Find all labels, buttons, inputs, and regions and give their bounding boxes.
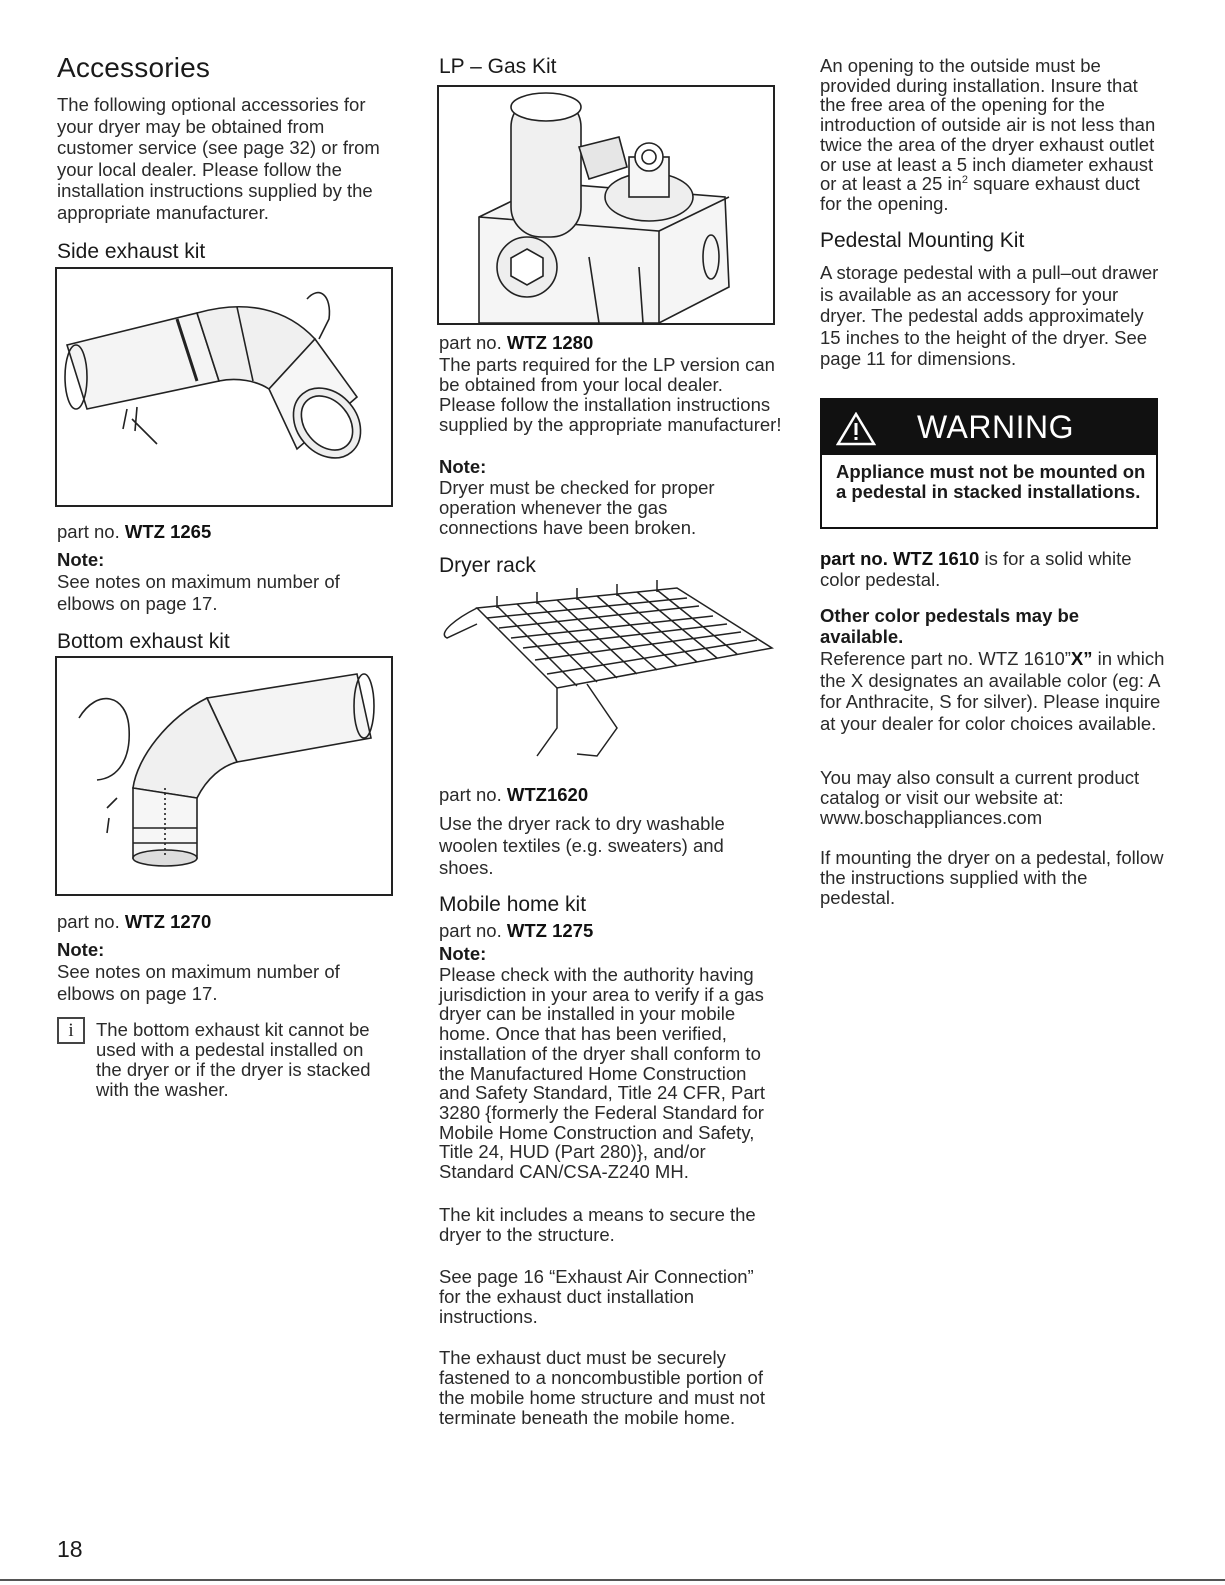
mobile-part-number: WTZ 1275: [506, 920, 594, 941]
bottom-exhaust-heading: Bottom exhaust kit: [57, 630, 230, 653]
info-icon: i: [57, 1017, 85, 1044]
side-part-prefix: part no.: [57, 521, 120, 542]
side-exhaust-figure: [55, 267, 393, 507]
side-exhaust-illustration: [57, 269, 391, 505]
mobile-note-label: Note:: [439, 943, 487, 964]
pedestal-heading: Pedestal Mounting Kit: [820, 229, 1025, 252]
bottom-part-line: [57, 912, 211, 932]
side-note-label: Note:: [57, 549, 105, 570]
rack-part-prefix: part no.: [439, 784, 502, 805]
bottom-note-label: Note:: [57, 939, 105, 960]
pedestal-part-label: part no. WTZ 1610: [820, 548, 980, 569]
mobile-part-prefix: part no.: [439, 920, 502, 941]
side-note-text: See notes on maximum number of elbows on page 17.: [57, 571, 340, 614]
side-exhaust-heading: Side exhaust kit: [57, 240, 206, 263]
pedestal-text: A storage pedestal with a pull–out drawer is available as an accessory for your dryer. The pedestal adds approximately 15 inches to the height of the dryer. See page 11 for dimensions.: [820, 262, 1159, 370]
bottom-divider: [0, 1579, 1225, 1581]
rack-text: Use the dryer rack to dry washable woolen textiles (e.g. sweaters) and shoes.: [439, 813, 725, 878]
warning-triangle-icon: [836, 412, 876, 446]
opening-text-a: An opening to the outside must be provided during installation. Insure that the free area of the opening for the introduction of outside air is not less than twice the area of the dryer exhaust outlet or use at least a 5 inch diameter exhaust or at least a 25 in: [820, 55, 1156, 195]
mobile-p3: See page 16 “Exhaust Air Connection” for the exhaust duct installation instructions.: [439, 1266, 754, 1327]
opening-paragraph: [820, 56, 1165, 214]
other-text-a: Reference part no. WTZ 1610”: [820, 648, 1071, 669]
mobile-part-line: [439, 921, 593, 941]
side-part-number: WTZ 1265: [124, 521, 212, 542]
pedestal-part-text: is for a solid white color pedestal.: [820, 548, 1132, 590]
warning-header: [822, 400, 1156, 455]
bottom-exhaust-figure: [55, 656, 393, 896]
mounting-text: If mounting the dryer on a pedestal, follow the instructions supplied with the pedestal.: [820, 847, 1164, 908]
page-number: 18: [57, 1536, 83, 1562]
side-part-line: [57, 522, 211, 542]
dryer-rack-illustration: [437, 578, 777, 768]
bottom-part-prefix: part no.: [57, 911, 120, 932]
lp-gas-figure: [437, 85, 775, 325]
bottom-part-number: WTZ 1270: [124, 911, 212, 932]
other-color-text: [820, 648, 1165, 734]
lp-text: The parts required for the LP version can be obtained from your local dealer. Please follow the installation instructions supplied by the appropriate manufacturer!: [439, 354, 782, 435]
warning-title: WARNING: [917, 409, 1074, 445]
mobile-p2: The kit includes a means to secure the dryer to the structure.: [439, 1204, 756, 1245]
opening-sup: 2: [961, 174, 969, 187]
warning-box: [820, 398, 1158, 529]
catalog-text: You may also consult a current product catalog or visit our website at: www.boschappliances.com: [820, 767, 1140, 828]
lp-note-label: Note:: [439, 456, 487, 477]
page-title: Accessories: [57, 52, 211, 83]
lp-gas-illustration: [439, 87, 773, 323]
rack-part-line: [439, 785, 588, 805]
lp-gas-heading: LP – Gas Kit: [439, 55, 557, 78]
lp-part-prefix: part no.: [439, 332, 502, 353]
pedestal-part-paragraph: [820, 548, 1165, 590]
warning-text: Appliance must not be mounted on a pedestal in stacked installations.: [836, 461, 1146, 502]
intro-paragraph: The following optional accessories for your dryer may be obtained from customer service (see page 32) or from your local dealer. Please follow the installation instructions supplied by the appropriate manufacturer.: [57, 94, 380, 223]
lp-note-text: Dryer must be checked for proper operation whenever the gas connections have been broken.: [439, 477, 715, 538]
dryer-rack-figure: [437, 578, 777, 768]
lp-part-number: WTZ 1280: [506, 332, 594, 353]
other-color-heading: Other color pedestals may be available.: [820, 605, 1080, 647]
mobile-p4: The exhaust duct must be securely fastened to a noncombustible portion of the mobile home structure and must not terminate beneath the mobile home.: [439, 1347, 765, 1428]
opening-text-b: square exhaust duct for the opening.: [820, 173, 1140, 214]
mobile-home-heading: Mobile home kit: [439, 893, 587, 916]
bottom-note-text: See notes on maximum number of elbows on page 17.: [57, 961, 340, 1004]
bottom-info-text: The bottom exhaust kit cannot be used with a pedestal installed on the dryer or if the dryer is stacked with the washer.: [96, 1019, 371, 1100]
other-text-b: in which the X designates an available color (eg: A for Anthracite, S for silver). Please inquire at your dealer for color choices available.: [820, 648, 1165, 734]
dryer-rack-heading: Dryer rack: [439, 554, 536, 577]
mobile-note-text: Please check with the authority having jurisdiction in your area to verify if a gas dryer can be installed in your mobile home. Once that has been verified, installation of the dryer shall conform to the Manufactured Home Construction and Safety Standard, Title 24 CFR, Part 3280 {formerly the Federal Standard for Mobile Home Construction and Safety, Title 24, HUD (Part 280)}, and/or Standard CAN/CSA-Z240 MH.: [439, 964, 765, 1183]
rack-part-number: WTZ1620: [506, 784, 589, 805]
other-text-x: X”: [1070, 648, 1093, 669]
bottom-exhaust-illustration: [57, 658, 391, 894]
lp-part-line: [439, 333, 593, 353]
